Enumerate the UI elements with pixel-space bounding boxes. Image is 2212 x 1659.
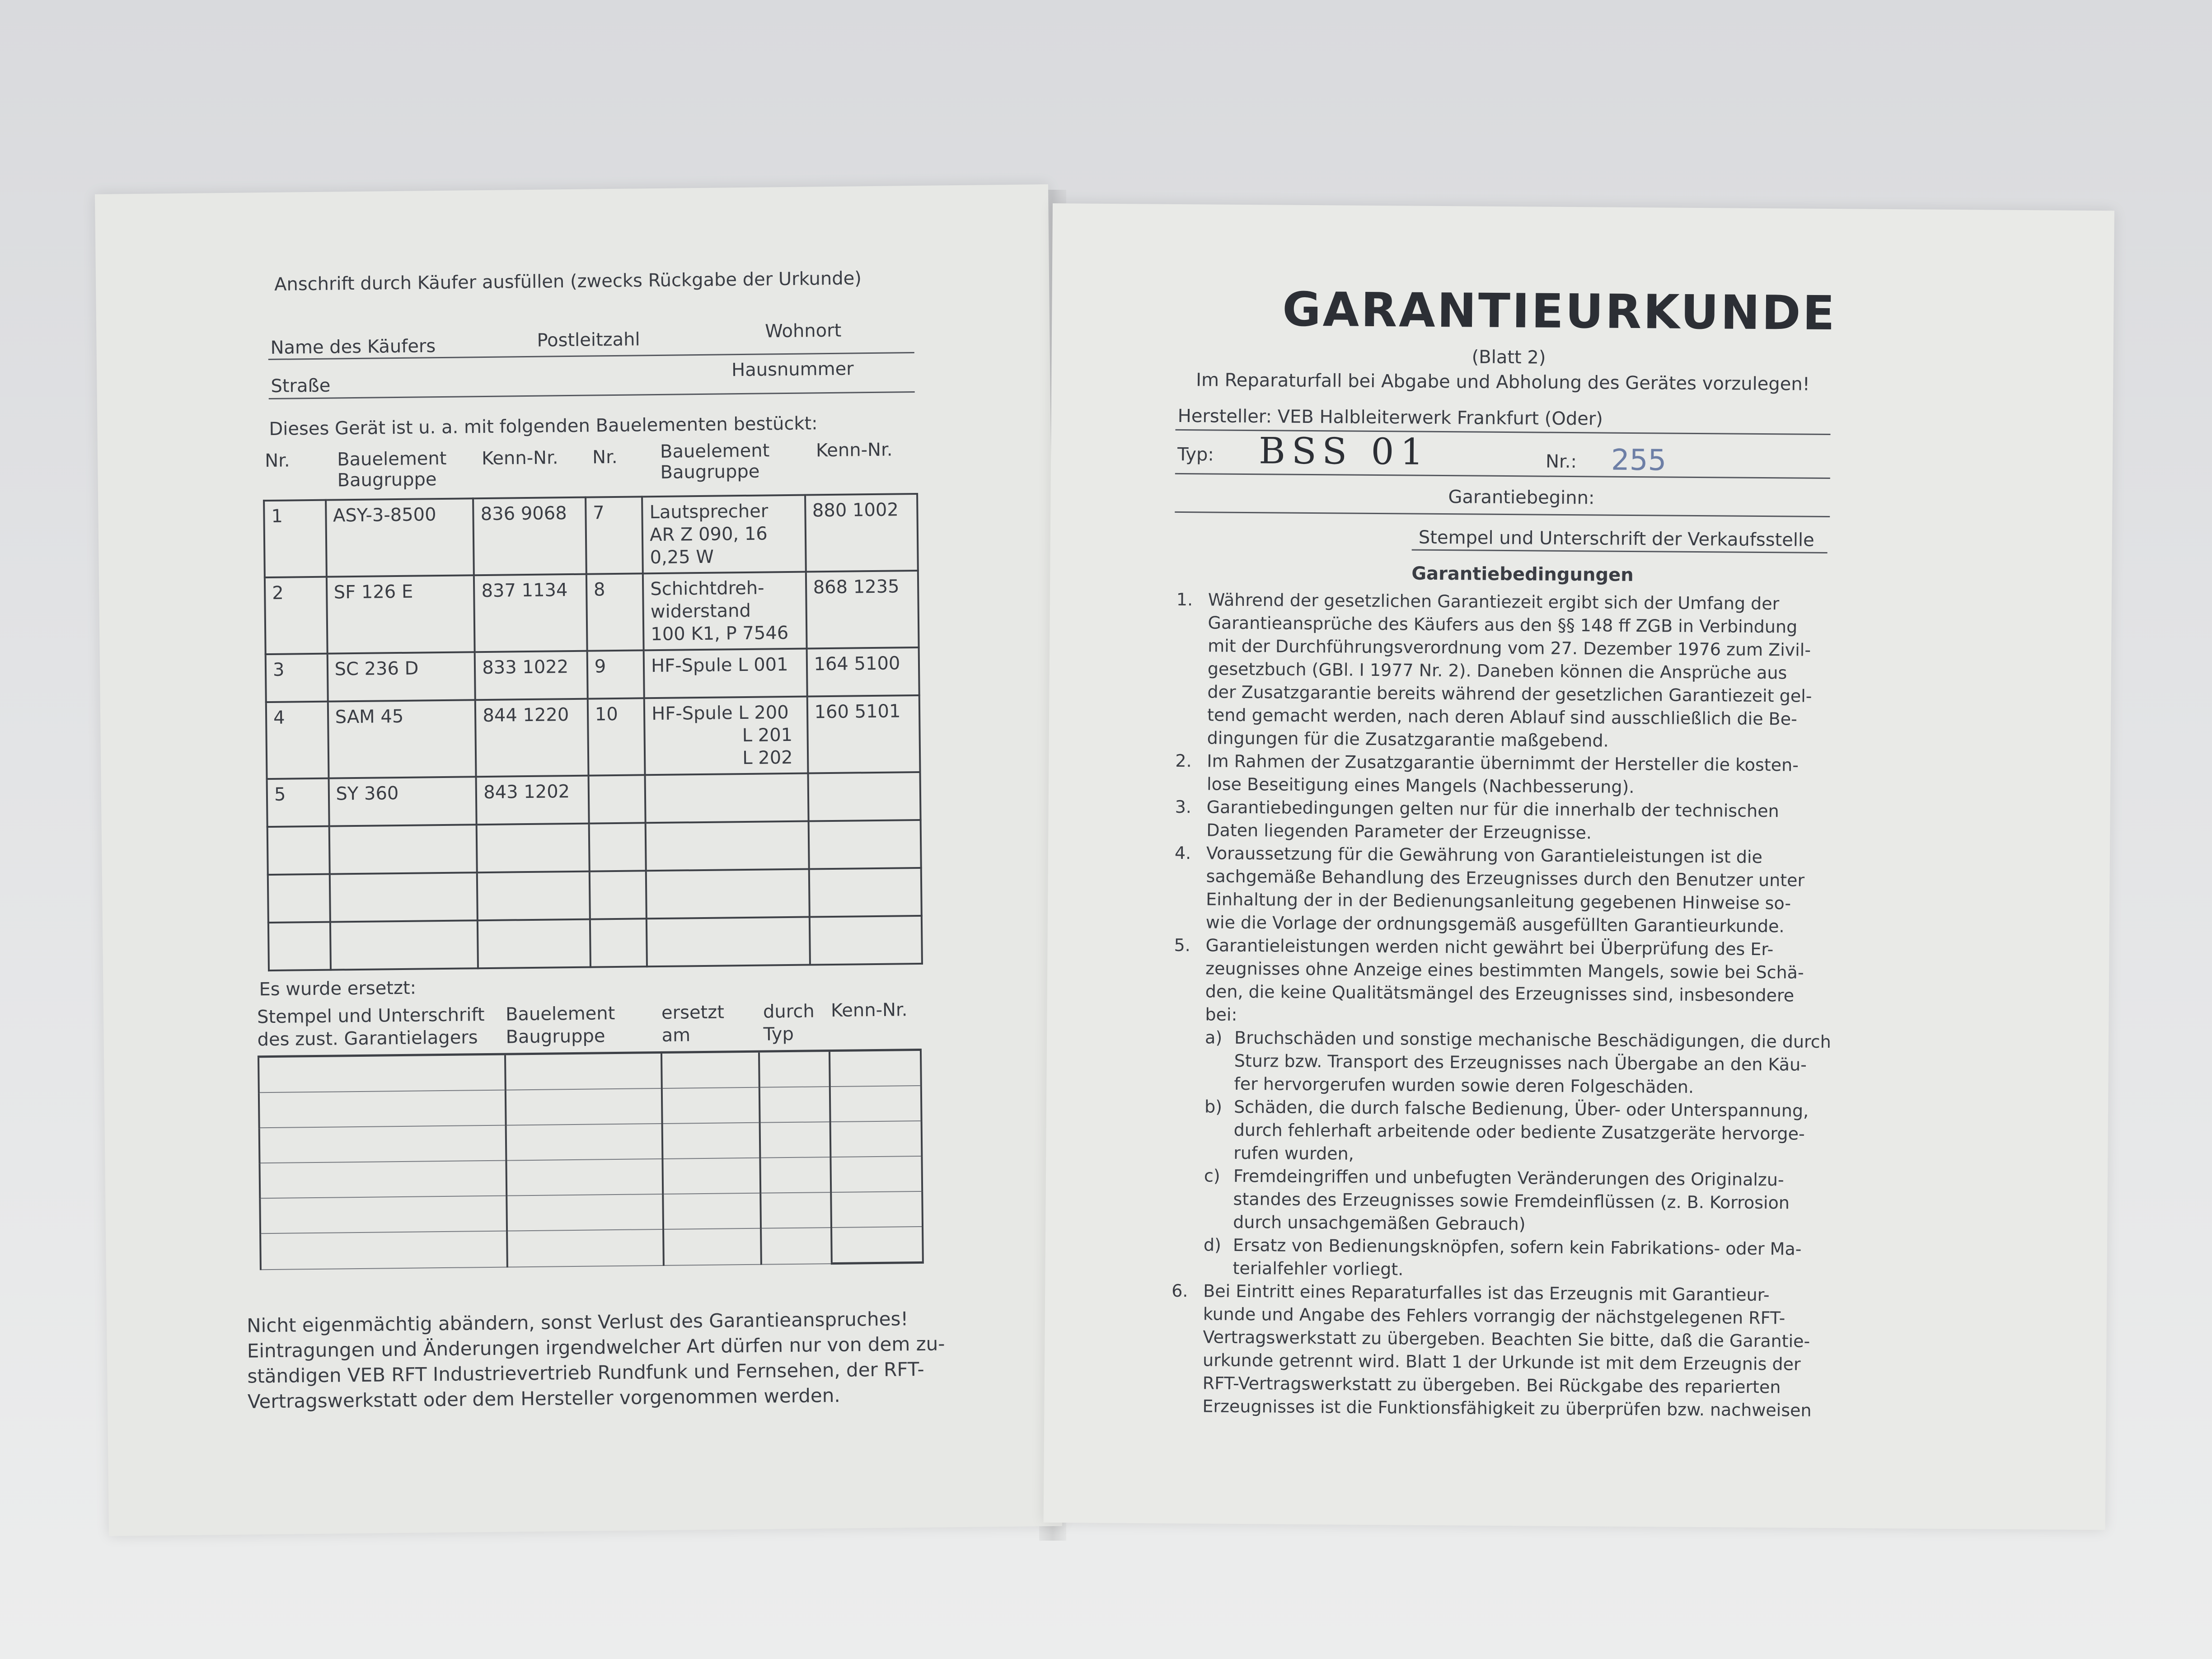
cell-nr: 3 — [266, 654, 328, 702]
header-nr-2: Nr. — [592, 446, 618, 468]
table-row — [268, 868, 922, 923]
cell-kenn: 880 1002 — [805, 494, 918, 572]
sub-condition-b: Schäden, die durch falsche Bedienung, Über- oder Unterspannung, durch fehlerhaft arbeitende oder bediente Zusatzgeräte hervorge- rufen wurden, — [1233, 1097, 1809, 1164]
right-page — [1044, 203, 2114, 1530]
replaced-title: Es wurde ersetzt: — [259, 977, 417, 1000]
cell-empty — [808, 772, 921, 821]
sub-condition-c: Fremdeingriffen und unbefugten Veränderungen des Originalzu- standes des Erzeugnisses sowie Fremdeinflüssen (z. B. Korrosion durch unsachgemäßen Gebrauch) — [1233, 1166, 1790, 1234]
cell-nr: 7 — [586, 497, 643, 574]
typ-value: BSS 01 — [1258, 430, 1430, 473]
cell-nr: 8 — [586, 573, 644, 651]
sub-condition-letter: a) — [1204, 1027, 1223, 1048]
cell-name: Schichtdreh- widerstand 100 K1, P 7546 — [643, 572, 806, 651]
cell-kenn: 164 5100 — [806, 647, 919, 697]
cell-name: SAM 45 — [328, 700, 476, 778]
wohnort-label: Wohnort — [765, 320, 842, 342]
address-hint: Anschrift durch Käufer ausfüllen (zwecks Rückgabe der Urkunde) — [274, 268, 862, 295]
sub-condition-d: Ersatz von Bedienungsknöpfen, sofern kein Fabrikations- oder Ma- terialfehler vorliegt. — [1233, 1235, 1802, 1279]
cell-kenn: 843 1202 — [476, 776, 589, 825]
replaced-header-bauelement: Bauelement Baugruppe — [505, 1003, 615, 1048]
header-nr: Nr. — [264, 450, 290, 472]
cell-kenn: 836 9068 — [473, 497, 586, 576]
hausnummer-label: Hausnummer — [731, 358, 854, 381]
condition-number: 1. — [1176, 589, 1193, 610]
header-bauelement-2: Bauelement Baugruppe — [660, 440, 770, 483]
condition-number: 6. — [1172, 1280, 1188, 1301]
cell-empty — [588, 775, 645, 823]
cell-kenn: 868 1235 — [806, 571, 919, 649]
header-kenn: Kenn-Nr. — [481, 447, 558, 469]
replaced-header-stempel: Stempel und Unterschrift des zust. Garantielagers — [257, 1004, 485, 1050]
cell-name: SF 126 E — [326, 575, 475, 653]
sub-condition-letter: d) — [1203, 1235, 1222, 1255]
sub-condition-a: Bruchschäden und sonstige mechanische Beschädigungen, die durch Sturz bzw. Transport des Erzeugnisses nach Übergabe an den Käu- fer hervorgerufen wurden sowie deren Folgeschäden. — [1234, 1027, 1831, 1097]
condition-3: Garantiebedingungen gelten nur für die innerhalb der technischen Daten liegenden Parameter der Erzeugnisse. — [1206, 797, 1779, 843]
condition-4: Voraussetzung für die Gewährung von Garantieleistungen ist die sachgemäße Behandlung des Erzeugnisses durch den Benutzer unter Einhaltung der in der Bedienungsanleitung gegebenen Hinweise so- wie die Vorlage der ordnungsgemäß ausgefüllten Garantieurkunde. — [1205, 843, 1805, 937]
cell-name: HF-Spule L 001 — [644, 649, 807, 698]
hersteller-text: Hersteller: VEB Halbleiterwerk Frankfurt (Oder) — [1177, 405, 1603, 430]
cell-name: HF-Spule L 200 L 201 L 202 — [644, 697, 808, 775]
conditions-list — [1172, 588, 1854, 1420]
table-row — [267, 820, 921, 875]
sub-condition-letter: b) — [1204, 1097, 1223, 1117]
cell-nr: 10 — [588, 698, 645, 775]
replaced-header-durch: durch Typ — [763, 1001, 815, 1045]
replaced-header-ersetzt: ersetzt am — [661, 1002, 725, 1046]
condition-number: 4. — [1174, 843, 1191, 863]
plz-label: Postleitzahl — [537, 329, 640, 351]
condition-number: 5. — [1174, 935, 1190, 956]
equipped-text: Dieses Gerät ist u. a. mit folgenden Bauelementen bestückt: — [269, 413, 818, 440]
cell-empty — [645, 773, 808, 823]
condition-6: Bei Eintritt eines Reparaturfalles ist das Erzeugnis mit Garantieur- kunde und Angabe des Fehlers vorrangig der nächstgelegenen RFT- Vertragswerkstatt zu übergeben. Beachten Sie bitte, daß die Garantie- urkunde getrennt wird. Blatt 1 der Urkunde ist mit dem Erzeugnis der RFT-Vertragswerkstatt zu übergeben. Bei Rückgabe des reparierten Erzeugnisses ist die Funktionsfähigkeit zu überprüfen bzw. nachweisen — [1202, 1281, 1812, 1420]
cell-kenn: 160 5101 — [807, 695, 920, 773]
table-row — [264, 494, 918, 577]
cell-nr: 1 — [264, 500, 326, 577]
stempel-label: Stempel und Unterschrift der Verkaufsstelle — [1418, 527, 1814, 551]
condition-5: Garantieleistungen werden nicht gewährt bei Überprüfung des Er- zeugnisses ohne Anzeige eines bestimmten Mangels, sowie bei Schä- den, die keine Qualitätsmängel des Erzeugnisses sind, insbesondere bei: — [1205, 935, 1804, 1025]
warning-text: Nicht eigenmächtig abändern, sonst Verlust des Garantieanspruches! Eintragungen und Änderungen irgendwelcher Art dürfen nur von dem zu- ständigen VEB RFT Industrievertrieb Rundfunk und Fernsehen, der RFT- Vertragswerkstatt oder dem Hersteller vorgenommen werden. — [246, 1308, 945, 1413]
table-row — [266, 647, 919, 702]
condition-2: Im Rahmen der Zusatzgarantie übernimmt der Hersteller die kosten- lose Beseitigung eines Mangels (Nachbesserung). — [1206, 751, 1799, 797]
typ-line — [1175, 473, 1830, 479]
cell-name: Lautsprecher AR Z 090, 16 0,25 W — [642, 495, 806, 574]
nr-label: Nr.: — [1545, 451, 1577, 473]
nr-value-handwritten: 255 — [1611, 443, 1667, 478]
conditions-title: Garantiebedingungen — [1411, 563, 1634, 586]
condition-1: Während der gesetzlichen Garantiezeit ergibt sich der Umfang der Garantieansprüche des Käufers aus den §§ 148 ff ZGB in Verbindung mit der Durchführungsverordnung vom 27. Dezember 1976 zum Zivil- gesetzbuch (GBl. I 1977 Nr. 2). Daneben können die Ansprüche aus der Zusatzgarantie bereits während der gesetzlichen Garantiezeit gel- tend gemacht werden, nach deren Ablauf sind ausschließlich die Be- dingungen für die Zusatzgarantie maßgebend. — [1207, 590, 1812, 751]
condition-number: 2. — [1175, 750, 1192, 771]
replaced-table — [258, 1051, 924, 1270]
table-row — [267, 772, 921, 827]
cell-name: SC 236 D — [327, 652, 475, 701]
cell-kenn: 833 1022 — [475, 651, 588, 700]
document-title: GARANTIEURKUNDE — [1282, 281, 1837, 341]
typ-label: Typ: — [1177, 444, 1214, 465]
cell-nr: 4 — [266, 702, 328, 779]
table-row — [265, 571, 919, 654]
garantiebeginn-label: Garantiebeginn: — [1448, 487, 1595, 509]
cell-kenn: 844 1220 — [475, 699, 588, 777]
cell-name: SY 360 — [328, 777, 477, 826]
condition-number: 3. — [1175, 797, 1192, 817]
header-kenn-2: Kenn-Nr. — [815, 439, 893, 461]
cell-nr: 9 — [587, 650, 644, 698]
cell-nr: 5 — [267, 778, 329, 827]
left-page — [95, 184, 1062, 1536]
table-row — [268, 916, 922, 970]
sub-condition-letter: c) — [1204, 1166, 1220, 1186]
table-row — [266, 695, 920, 779]
cell-name: ASY-3-8500 — [326, 498, 474, 576]
cell-kenn: 837 1134 — [474, 574, 587, 652]
strasse-label: Straße — [271, 375, 331, 397]
name-label: Name des Käufers — [270, 336, 436, 358]
cell-nr: 2 — [265, 577, 327, 654]
header-bauelement: Bauelement Baugruppe — [337, 448, 447, 491]
strasse-line — [269, 391, 915, 399]
garantiebeginn-line — [1175, 511, 1830, 517]
replaced-header-kenn: Kenn-Nr. — [830, 999, 908, 1022]
instruction-text: Im Reparaturfall bei Abgabe und Abholung des Gerätes vorzulegen! — [1196, 370, 1810, 395]
parts-table — [263, 493, 923, 971]
blatt-label: (Blatt 2) — [1472, 347, 1546, 368]
